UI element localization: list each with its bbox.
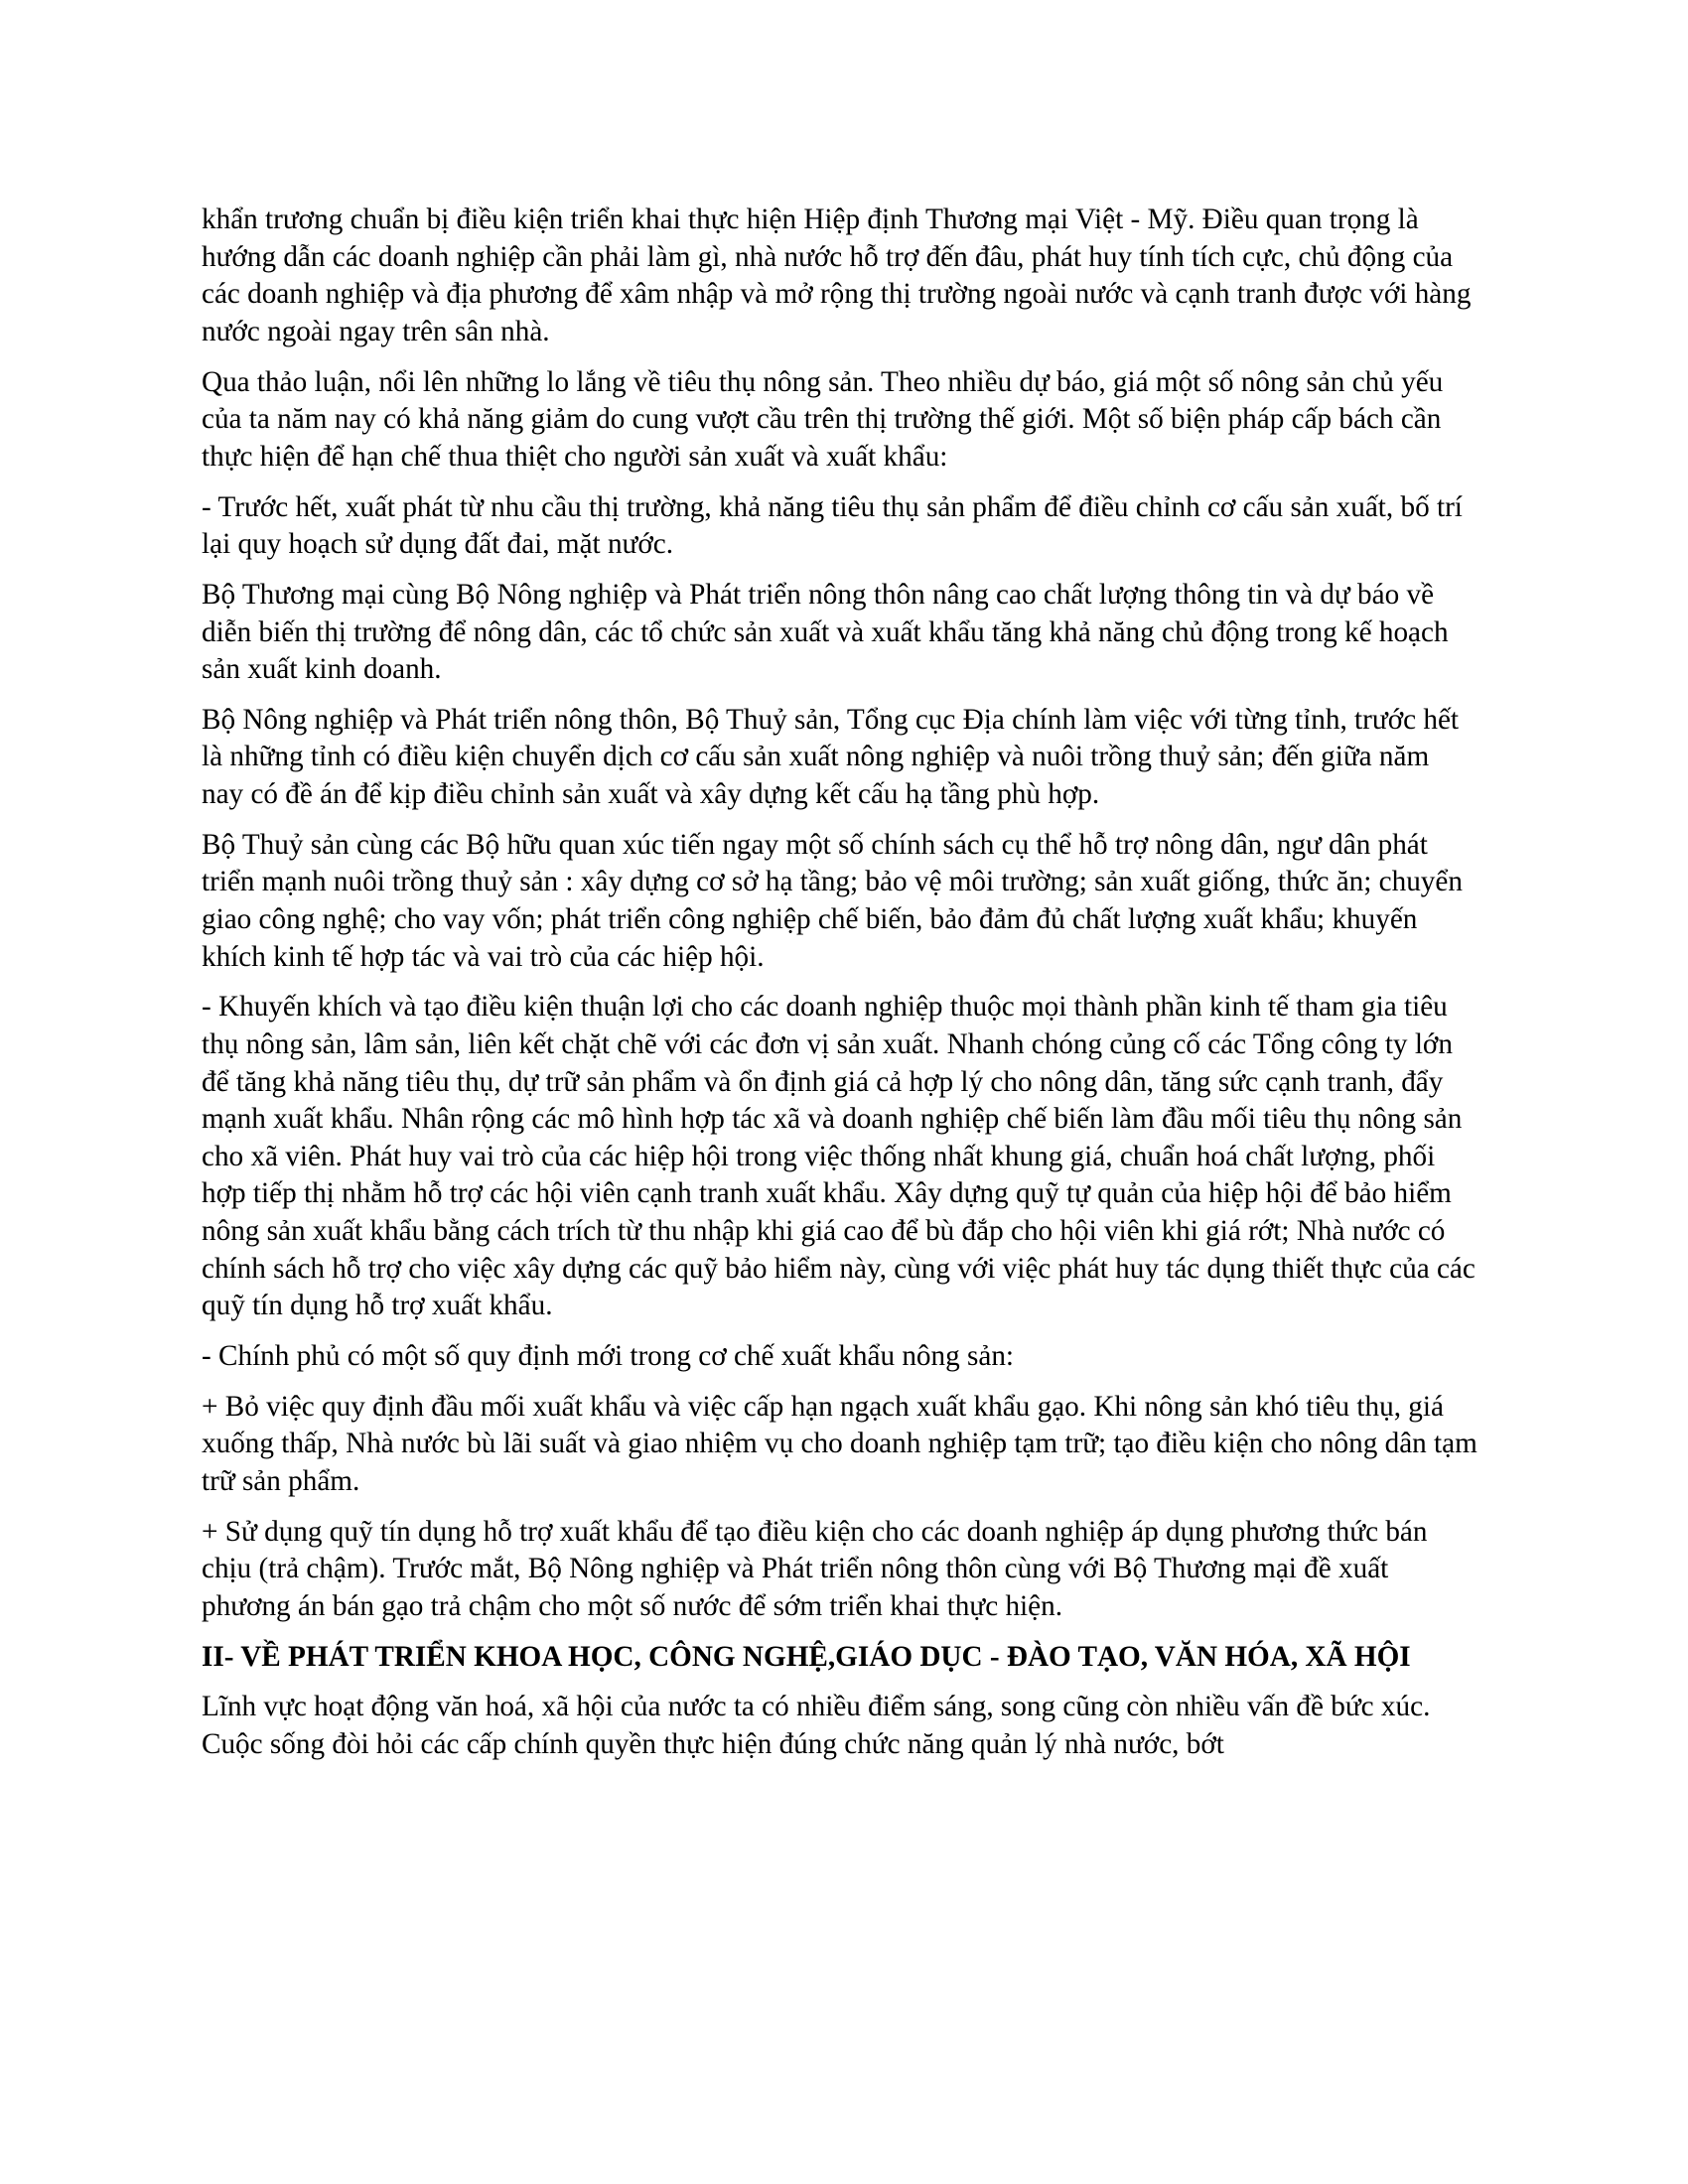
paragraph-export-credit: + Sử dụng quỹ tín dụng hỗ trợ xuất khẩu để tạo điều kiện cho các doanh nghiệp áp dụng phương thức bán chịu (trả chậm). Trước mắt, Bộ Nông nghiệp và Phát triển nông thôn cùng với Bộ Thương mại đề xuất phương án bán gạo trả chậm cho một số nước để sớm triển khai thực hiện.: [202, 1515, 1428, 1622]
paragraph-export-quota: + Bỏ việc quy định đầu mối xuất khẩu và việc cấp hạn ngạch xuất khẩu gạo. Khi nông sản khó tiêu thụ, giá xuống thấp, Nhà nước bù lãi suất và giao nhiệm vụ cho doanh nghiệp tạm trữ; tạo điều kiện cho nông dân tạm trữ sản phẩm.: [202, 1390, 1477, 1497]
paragraph-government-regulations: - Chính phủ có một số quy định mới trong cơ chế xuất khẩu nông sản:: [202, 1339, 1015, 1372]
paragraph-agricultural-concerns: Qua thảo luận, nổi lên những lo lắng về tiêu thụ nông sản. Theo nhiều dự báo, giá một số nông sản chủ yếu của ta năm nay có khả năng giảm do cung vượt cầu trên thị trường thế giới. Một số biện pháp cấp bách cần thực hiện để hạn chế thua thiệt cho người sản xuất và xuất khẩu:: [202, 365, 1444, 473]
paragraph-ministry-trade: Bộ Thương mại cùng Bộ Nông nghiệp và Phát triển nông thôn nâng cao chất lượng thông tin và dự báo về diễn biến thị trường để nông dân, các tổ chức sản xuất và xuất khẩu tăng khả năng chủ động trong kế hoạch sản xuất kinh doanh.: [202, 578, 1449, 686]
section-heading-science-culture: II- VỀ PHÁT TRIỂN KHOA HỌC, CÔNG NGHỆ,GIÁO DỤC - ĐÀO TẠO, VĂN HÓA, XÃ HỘI: [202, 1640, 1411, 1673]
paragraph-trade-agreement: khẩn trương chuẩn bị điều kiện triển khai thực hiện Hiệp định Thương mại Việt - Mỹ. Điều quan trọng là hướng dẫn các doanh nghiệp cần phải làm gì, nhà nước hỗ trợ đến đâu, phát huy tính tích cực, chủ động của các doanh nghiệp và địa phương để xâm nhập và mở rộng thị trường ngoài nước và cạnh tranh được với hàng nước ngoài ngay trên sân nhà.: [202, 204, 1472, 347]
paragraph-market-demand: - Trước hết, xuất phát từ nhu cầu thị trường, khả năng tiêu thụ sản phẩm để điều chỉnh cơ cấu sản xuất, bố trí lại quy hoạch sử dụng đất đai, mặt nước.: [202, 490, 1463, 561]
paragraph-culture-society: Lĩnh vực hoạt động văn hoá, xã hội của nước ta có nhiều điểm sáng, song cũng còn nhiều vấn đề bức xúc. Cuộc sống đòi hỏi các cấp chính quyền thực hiện đúng chức năng quản lý nhà nước, bớt: [202, 1691, 1431, 1761]
paragraph-enterprise-support: - Khuyến khích và tạo điều kiện thuận lợi cho các doanh nghiệp thuộc mọi thành phần kinh tế tham gia tiêu thụ nông sản, lâm sản, liên kết chặt chẽ với các đơn vị sản xuất. Nhanh chóng củng cố các Tổng công ty lớn để tăng khả năng tiêu thụ, dự trữ sản phẩm và ổn định giá cả hợp lý cho nông dân, tăng sức cạnh tranh, đẩy mạnh xuất khẩu. Nhân rộng các mô hình hợp tác xã và doanh nghiệp chế biến làm đầu mối tiêu thụ nông sản cho xã viên. Phát huy vai trò của các hiệp hội trong việc thống nhất khung giá, chuẩn hoá chất lượng, phối hợp tiếp thị nhằm hỗ trợ các hội viên cạnh tranh xuất khẩu. Xây dựng quỹ tự quản của hiệp hội để bảo hiểm nông sản xuất khẩu bằng cách trích từ thu nhập khi giá cao để bù đắp cho hội viên khi giá rớt; Nhà nước có chính sách hỗ trợ cho việc xây dựng các quỹ bảo hiểm này, cùng với việc phát huy tác dụng thiết thực của các quỹ tín dụng hỗ trợ xuất khẩu.: [202, 991, 1476, 1322]
paragraph-ministry-agriculture: Bộ Nông nghiệp và Phát triển nông thôn, Bộ Thuỷ sản, Tổng cục Địa chính làm việc với từng tỉnh, trước hết là những tỉnh có điều kiện chuyển dịch cơ cấu sản xuất nông nghiệp và nuôi trồng thuỷ sản; đến giữa năm nay có đề án để kịp điều chỉnh sản xuất và xây dựng kết cấu hạ tầng phù hợp.: [202, 703, 1460, 811]
paragraph-ministry-fisheries: Bộ Thuỷ sản cùng các Bộ hữu quan xúc tiến ngay một số chính sách cụ thể hỗ trợ nông dân, ngư dân phát triển mạnh nuôi trồng thuỷ sản : xây dựng cơ sở hạ tầng; bảo vệ môi trường; sản xuất giống, thức ăn; chuyển giao công nghệ; cho vay vốn; phát triển công nghiệp chế biến, bảo đảm đủ chất lượng xuất khẩu; khuyến khích kinh tế hợp tác và vai trò của các hiệp hội.: [202, 828, 1463, 973]
document-body: [202, 202, 1477, 1777]
